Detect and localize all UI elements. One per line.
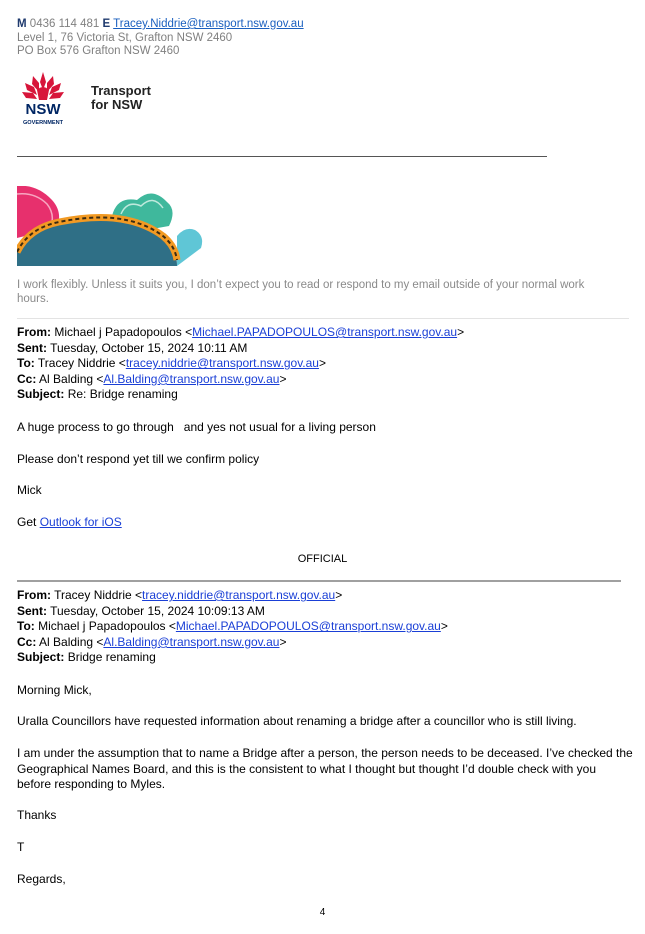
page-number: 4 [319, 907, 326, 918]
waratah-icon [17, 70, 69, 128]
banner-art-icon [17, 186, 205, 266]
email1-subject-row [17, 387, 637, 403]
to-label: To: [17, 356, 35, 371]
email1-signoff: Mick [17, 483, 42, 497]
cc-label: Cc: [17, 371, 37, 386]
angle-close: > [440, 619, 448, 634]
outlook-promo [17, 515, 122, 531]
flexible-work-note: I work flexibly. Unless it suits you, I don’t expect you to read or respond to my email outside of your normal work hours. [17, 279, 585, 305]
to-label: To: [17, 619, 35, 634]
from-email-link[interactable]: tracey.niddrie@transport.nsw.gov.au [142, 588, 336, 602]
nsw-government-logo [17, 70, 69, 128]
to-name: Tracey Niddrie < [37, 356, 126, 371]
email2-greeting: Morning Mick, [17, 683, 92, 697]
email1-sent-row [17, 341, 637, 357]
wordmark-line-1: Transport [91, 83, 151, 98]
angle-close: > [318, 356, 326, 371]
logo-nsw-text: NSW [25, 101, 61, 118]
angle-close: > [335, 588, 343, 602]
outlook-for-ios-link[interactable]: Outlook for iOS [39, 515, 122, 529]
email2-header [17, 588, 637, 666]
email2-regards: Regards, [17, 872, 66, 886]
to-email-link[interactable]: Michael.PAPADOPOULOS@transport.nsw.gov.au [175, 619, 441, 634]
to-name: Michael j Papadopoulos < [38, 619, 176, 634]
paragraph-2-line-1: I am under the assumption that to name a Bridge after a person, the person needs to be deceased. I’ve checked the [17, 746, 633, 760]
email2-cc-row [17, 635, 637, 651]
to-email-link[interactable]: tracey.niddrie@transport.nsw.gov.au [125, 356, 319, 371]
angle-close: > [279, 371, 287, 386]
from-email-link[interactable]: Michael.PAPADOPOULOS@transport.nsw.gov.au [192, 325, 458, 339]
paragraph-2-line-2: Geographical Names Board, and this is the consistent to what I thought but thought I’d double check with you [17, 761, 597, 776]
angle-close: > [279, 634, 287, 649]
get-prefix: Get [17, 515, 40, 529]
email1-body-line-1: A huge process to go through and yes not usual for a living person [17, 420, 376, 434]
email1-from-row [17, 325, 637, 341]
email-label: E [102, 18, 111, 30]
cc-name: Al Balding < [39, 371, 104, 386]
classification-label: OFFICIAL [297, 553, 348, 565]
header-divider [17, 318, 629, 319]
from-name: Tracey Niddrie < [54, 588, 143, 602]
cc-name: Al Balding < [39, 634, 104, 649]
transport-for-nsw-wordmark [91, 84, 151, 112]
signature-email-link[interactable]: Tracey.Niddrie@transport.nsw.gov.au [113, 18, 304, 30]
address-line-1: Level 1, 76 Victoria St, Grafton NSW 2460 [17, 32, 233, 44]
from-name: Michael j Papadopoulos < [54, 325, 193, 339]
subject-text: Re: Bridge renaming [67, 387, 178, 402]
subject-label: Subject: [17, 650, 65, 665]
aboriginal-art-banner [17, 186, 205, 266]
sent-date: Tuesday, October 15, 2024 10:11 AM [50, 340, 248, 355]
subject-text: Bridge renaming [67, 650, 156, 665]
email2-from-row [17, 588, 637, 604]
sent-label: Sent: [17, 340, 47, 355]
email2-sent-row [17, 604, 637, 620]
from-label: From: [17, 325, 51, 339]
cc-email-link[interactable]: Al.Balding@transport.nsw.gov.au [103, 371, 280, 386]
email1-header [17, 325, 637, 403]
address-line-2: PO Box 576 Grafton NSW 2460 [17, 45, 180, 57]
email2-paragraph-1: Uralla Councillors have requested information about renaming a bridge after a councillor who is still living. [17, 714, 577, 728]
email2-to-row [17, 619, 637, 635]
sent-date: Tuesday, October 15, 2024 10:09:13 AM [50, 603, 265, 618]
wordmark-line-2: for NSW [91, 97, 143, 112]
email2-paragraph-2 [17, 746, 637, 793]
sent-label: Sent: [17, 603, 47, 618]
mobile-number: 0436 114 481 [29, 18, 100, 30]
logo-government-text: GOVERNMENT [22, 120, 64, 126]
subject-label: Subject: [17, 387, 65, 402]
mobile-label: M [17, 18, 27, 30]
from-label: From: [17, 588, 51, 602]
signature-divider [17, 156, 547, 157]
email2-thanks: Thanks [17, 808, 57, 822]
angle-close: > [457, 325, 465, 339]
email2-initial: T [17, 840, 25, 854]
email2-subject-row [17, 650, 637, 666]
cc-label: Cc: [17, 634, 37, 649]
email1-body-line-2: Please don’t respond yet till we confirm policy [17, 452, 260, 466]
signature-contact-line [17, 18, 304, 31]
cc-email-link[interactable]: Al.Balding@transport.nsw.gov.au [103, 634, 280, 649]
email1-to-row [17, 356, 637, 372]
email-divider [17, 580, 621, 582]
email1-cc-row [17, 372, 637, 388]
paragraph-2-line-3: before responding to Myles. [17, 777, 166, 792]
